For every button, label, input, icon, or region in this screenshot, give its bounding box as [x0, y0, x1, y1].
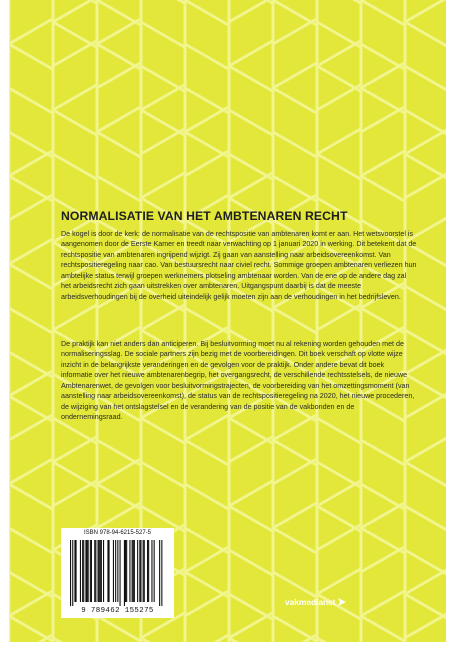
pattern-line [273, 459, 317, 484]
pattern-line [141, 85, 185, 110]
barcode-bar [117, 540, 118, 602]
pattern-line [273, 308, 317, 333]
pattern-line [229, 613, 273, 638]
pattern-line [53, 0, 97, 22]
barcode-bar [151, 540, 152, 602]
pattern-line [229, 0, 273, 22]
barcode-bar [82, 540, 83, 602]
barcode-bar [109, 540, 110, 602]
pattern-line [9, 44, 53, 69]
pattern-line [361, 440, 405, 465]
pattern-line [317, 569, 361, 594]
barcode-bar [129, 540, 130, 602]
barcode-bar [90, 540, 91, 602]
pattern-line [185, 635, 229, 642]
pattern-line [53, 305, 97, 330]
pattern-line [9, 88, 53, 113]
pattern-line [317, 481, 361, 506]
pattern-line [405, 129, 446, 154]
pattern-line [9, 591, 53, 616]
barcode-bar [140, 540, 141, 602]
pattern-line [273, 572, 317, 597]
pattern-line [9, 239, 53, 264]
pattern-line [9, 484, 53, 509]
barcode-bar [70, 540, 71, 606]
pattern-line [141, 129, 185, 154]
barcode-bar [87, 540, 88, 602]
barcode-bar [85, 540, 86, 602]
book-title: NORMALISATIE VAN HET AMBTENAREN RECHT [61, 209, 348, 223]
pattern-line [405, 22, 446, 47]
pattern-line [273, 63, 317, 88]
pattern-line [317, 638, 361, 642]
pattern-line [405, 0, 446, 22]
pattern-line [53, 638, 97, 642]
barcode-bar [99, 540, 100, 602]
barcode-bar [161, 540, 162, 606]
pattern-line [361, 547, 405, 572]
barcode-bar [101, 540, 102, 602]
pattern-line [229, 173, 273, 198]
barcode-bar [143, 540, 144, 602]
pattern-line [361, 503, 405, 528]
pattern-line [229, 506, 273, 531]
pattern-line [185, 0, 229, 25]
pattern-line [53, 437, 97, 462]
pattern-line [317, 154, 361, 179]
barcode-bar [115, 540, 116, 602]
pattern-line [405, 66, 446, 91]
pattern-line [185, 151, 229, 176]
pattern-line [97, 176, 141, 201]
pattern-line [141, 0, 185, 3]
pattern-line [273, 528, 317, 553]
barcode-bar [95, 540, 96, 602]
pattern-line [141, 638, 185, 642]
pattern-line [97, 63, 141, 88]
pattern-line [97, 503, 141, 528]
pattern-line [405, 613, 446, 638]
barcode-bar [125, 540, 126, 602]
pattern-line [405, 594, 446, 619]
pattern-line [317, 0, 361, 3]
pattern-line [185, 44, 229, 69]
pattern-line [361, 176, 405, 201]
pattern-line [97, 459, 141, 484]
pattern-line [361, 63, 405, 88]
barcode-bar [120, 540, 121, 606]
barcode-number: 9 789462 155275 [81, 607, 154, 615]
pattern-line [273, 503, 317, 528]
barcode-bar [94, 540, 95, 602]
barcode-bar [154, 540, 155, 602]
publisher-arrow-icon [337, 597, 347, 607]
pattern-line [9, 264, 53, 289]
pattern-line [9, 415, 53, 440]
pattern-line [229, 110, 273, 135]
pattern-line [53, 41, 97, 66]
pattern-line [405, 506, 446, 531]
pattern-line [185, 440, 229, 465]
description-paragraph-2: De praktijk kan niet anders dan anticiperen. Bij besluitvorming moet nu al rekening worden gehouden met de normaliseringsslag. De sociale partners zijn bezig met de voorbereidingen. Dit boek verschaft op vlotte wijze inzicht in de belangrijkste veranderingen en de gevolgen voor de praktijk. Onder andere bevat dit boek informatie over het nieuwe ambtenarenbegrip, het overgangsrecht, de verschillende rechtsstelsels, de nieuwe Ambtenarenwet, de gevolgen voor besluitvormingstrajecten, de voorbereiding van het omzettingsmoment (van aanstelling naar arbeidsovereenkomst), de status van de rechtspositieregeling na 2020, het nieuwe procederen, de wijziging van het ontslagstelsel en de verandering van de positie van de vakbonden en de ondernemingsraad. [61, 340, 415, 422]
pattern-line [185, 591, 229, 616]
isbn-label: ISBN 978-94-6215-527-5 [83, 530, 152, 536]
pattern-line [9, 371, 53, 396]
pattern-line [9, 19, 53, 44]
barcode-bar [126, 540, 127, 602]
barcode-bar [148, 540, 149, 602]
pattern-line [229, 550, 273, 575]
barcode-bar [159, 540, 160, 606]
barcode-bar [100, 540, 101, 602]
pattern-line [229, 437, 273, 462]
barcode-bar [98, 540, 99, 602]
pattern-line [141, 22, 185, 47]
barcode-bar [137, 540, 138, 602]
barcode-icon [61, 538, 174, 608]
barcode-bar [72, 540, 73, 606]
pattern-line [317, 85, 361, 110]
description-paragraph-1: De kogel is door de kerk: de normalisatie van de rechtspositie van ambtenaren komt er aan. Het wetsvoorstel is aangenomen door de Eerste Kamer en treedt naar verwachting op 1 januari 2020 in werking. Dit betekent dat de rechtspositie van ambtenaren ingrijpend wijzigt. Zij gaan van aanstelling naar arbeidsovereenkomst. Van rechtspositieregeling naar cao. Van bestuursrecht naar civiel recht. Sommige groepen ambtenaren verliezen hun ambtelijke status terwijl groepen werknemers plotseling ambtenaar worden. Van de ene op de andere dag zal het arbeidsrecht zich gaan uitstrekken over ambtenaren. Uitgangspunt daarbij is dat de meeste arbeidsverhoudingen bij de overheid uiteindelijk gelijk moeten zijn aan de verhoudingen in het bedrijfsleven. [61, 230, 417, 301]
barcode-panel [61, 528, 174, 618]
barcode-bar [76, 540, 77, 602]
pattern-line [405, 462, 446, 487]
barcode-bar [107, 540, 108, 602]
barcode-bar [144, 540, 145, 602]
pattern-line [97, 107, 141, 132]
pattern-line [9, 308, 53, 333]
pattern-line [405, 437, 446, 462]
barcode-bar [132, 540, 133, 602]
barcode-bar [103, 540, 104, 602]
pattern-line [405, 569, 446, 594]
pattern-line [9, 151, 53, 176]
pattern-line [273, 635, 317, 642]
pattern-line [405, 110, 446, 135]
pattern-line [229, 41, 273, 66]
barcode-bar [80, 540, 81, 602]
pattern-line [405, 173, 446, 198]
pattern-line [229, 638, 273, 642]
pattern-line [9, 195, 53, 220]
barcode-bar [83, 540, 84, 602]
pattern-line [185, 484, 229, 509]
pattern-line [361, 151, 405, 176]
barcode-bar [124, 540, 125, 606]
pattern-line [9, 635, 53, 642]
pattern-line [9, 459, 53, 484]
pattern-line [361, 0, 405, 25]
pattern-line [273, 132, 317, 157]
pattern-line [229, 66, 273, 91]
pattern-line [97, 616, 141, 641]
pattern-line [97, 132, 141, 157]
pattern-line [53, 85, 97, 110]
pattern-line [53, 154, 97, 179]
pattern-line [9, 528, 53, 553]
pattern-line [405, 550, 446, 575]
pattern-line [141, 173, 185, 198]
pattern-line [97, 19, 141, 44]
pattern-line [53, 481, 97, 506]
barcode-bar [134, 540, 135, 602]
pattern-line [317, 305, 361, 330]
pattern-line [185, 107, 229, 132]
barcode-bar [133, 540, 134, 602]
pattern-line [317, 129, 361, 154]
pattern-line [273, 19, 317, 44]
barcode-bar [147, 540, 148, 602]
pattern-line [141, 462, 185, 487]
pattern-line [317, 41, 361, 66]
pattern-line [185, 547, 229, 572]
pattern-line [317, 525, 361, 550]
pattern-line [53, 110, 97, 135]
pattern-line [361, 107, 405, 132]
barcode-bar [74, 540, 75, 602]
barcode-bar [139, 540, 140, 602]
barcode-bar [88, 540, 89, 602]
pattern-line [273, 88, 317, 113]
pattern-line [405, 154, 446, 179]
pattern-line [141, 305, 185, 330]
barcode-bar [91, 540, 92, 602]
barcode-bar [113, 540, 114, 602]
publisher-name: vakmedianet [285, 597, 336, 607]
publisher-logo [285, 596, 375, 608]
pattern-line [361, 616, 405, 641]
book-back-cover [9, 0, 446, 642]
pattern-line [229, 481, 273, 506]
